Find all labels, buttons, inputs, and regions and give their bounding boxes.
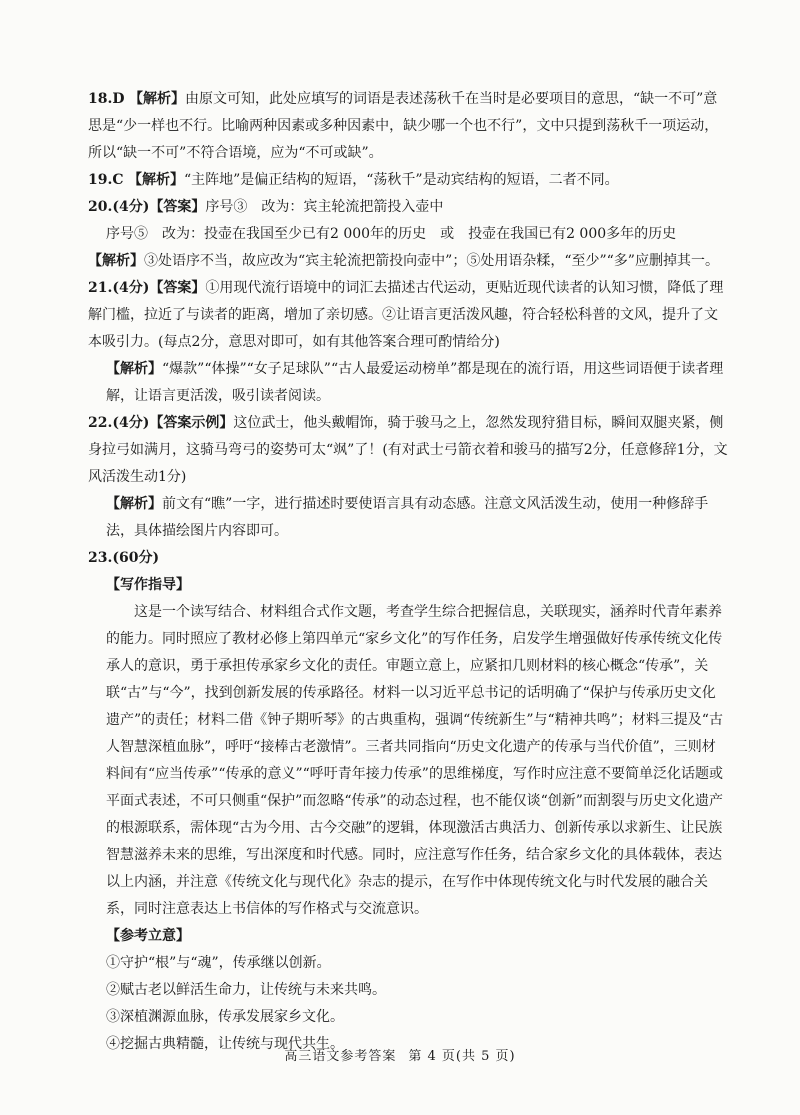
answer-label: 【答案】 bbox=[149, 280, 206, 296]
footer-page-number: 第 4 页(共 5 页) bbox=[408, 1049, 516, 1064]
answer-20-line-2: 序号⑤ 改为：投壶在我国至少已有2 000年的历史 或 投壶在我国已有2 000多年的历史 bbox=[106, 226, 677, 242]
answer-21 bbox=[88, 275, 728, 356]
analysis-text: 由原文可知，此处应填写的词语是表述荡秋千在当时是必要项目的意思，“缺一不可”意思是“少一样也不行。比喻两种因素或多种因素中，缺少哪一个也不行”，文中只提到荡秋千一项运动，所以“缺一不可”不符合语境，应为“不可或缺”。 bbox=[88, 91, 719, 161]
answer-number: 20.(4分) bbox=[88, 199, 150, 215]
analysis-label: 【解析】 bbox=[128, 91, 185, 107]
reference-idea: ③深植渊源血脉，传承发展家乡文化。 bbox=[106, 1009, 344, 1025]
answer-page bbox=[88, 86, 728, 1058]
reference-ideas-label: 【参考立意】 bbox=[106, 928, 190, 944]
answer-number: 21.(4分) bbox=[88, 280, 150, 296]
answer-text: ①用现代流行语境中的词汇去描述古代运动，更贴近现代读者的认知习惯，降低了理解门槛，拉近了与读者的距离，增加了亲切感。②让语言更活泼风趣，符合轻松科普的文风，提升了文本吸引力。(每点2分，意思对即可，如有其他答案合理可酌情给分) bbox=[88, 280, 724, 350]
answer-22-analysis bbox=[88, 491, 728, 545]
answer-18 bbox=[88, 86, 728, 167]
footer-title: 高三语文参考答案 bbox=[284, 1049, 397, 1064]
answer-22 bbox=[88, 410, 728, 491]
answer-21-analysis bbox=[88, 356, 728, 410]
answer-number: 18.D bbox=[88, 91, 125, 107]
answer-20-analysis bbox=[88, 248, 728, 275]
writing-guide-text: 这是一个读写结合、材料组合式作文题，考查学生综合把握信息，关联现实，涵养时代青年素养的能力。同时照应了教材必修上第四单元“家乡文化”的写作任务，启发学生增强做好传承传统文化传承人的意识，勇于承担传承家乡文化的责任。审题立意上，应紧扣几则材料的核心概念“传承”，关联“古”与“今”，找到创新发展的传承路径。材料一以习近平总书记的话明确了“保护与传承历史文化遗产”的责任；材料二借《钟子期听琴》的古典重构，强调“传统新生”与“精神共鸣”；材料三提及“古人智慧深植血脉”，呼吁“接棒古老激情”。三者共同指向“历史文化遗产的传承与当代价值”，三则材料间有“应当传承”“传承的意义”“呼吁青年接力传承”的思维梯度，写作时应注意不要简单泛化话题或平面式表述，不可只侧重“保护”而忽略“传承”的动态过程，也不能仅谈“创新”而割裂与历史文化遗产的根源联系，需体现“古为今用、古今交融”的逻辑，体现激活古典活力、创新传承以求新生、让民族智慧滋养未来的思维，写出深度和时代感。同时，应注意写作任务，结合家乡文化的具体载体，表达以上内涵，并注意《传统文化与现代化》杂志的提示，在写作中体现传统文化与时代发展的融合关系，同时注意表达上书信体的写作格式与交流意识。 bbox=[106, 604, 723, 917]
reference-idea: ④挖掘古典精髓，让传统与现代共生。 bbox=[106, 1036, 344, 1052]
analysis-text: 前文有“瞧”一字，进行描述时要使语言具有动态感。注意文风活泼生动，使用一种修辞手法，具体描绘图片内容即可。 bbox=[106, 496, 709, 539]
analysis-text: “爆款”“体操”“女子足球队”“古人最爱运动榜单”都是现在的流行语，用这些词语便于读者理解，让语言更活泼，吸引读者阅读。 bbox=[106, 361, 724, 404]
answer-text: 这位武士，他头戴帽饰，骑于骏马之上，忽然发现狩猎目标，瞬间双腿夹紧，侧身拉弓如满月，这骑马弯弓的姿势可太“飒”了！(有对武士弓箭衣着和骏马的描写2分，任意修辞1分，文风活泼生动1分) bbox=[88, 415, 728, 485]
analysis-text: ③处语序不当，故应改为“宾主轮流把箭投向壶中”；⑤处用语杂糅，“至少”“多”应删掉其一。 bbox=[144, 253, 719, 269]
reference-idea: ①守护“根”与“魂”，传承继以创新。 bbox=[106, 955, 331, 971]
answer-23-number: 23.(60分) bbox=[88, 550, 160, 566]
answer-number: 22.(4分) bbox=[88, 415, 150, 431]
answer-line-1: 序号③ 改为：宾主轮流把箭投入壶中 bbox=[205, 199, 444, 215]
answer-19 bbox=[88, 167, 728, 194]
analysis-label: 【解析】 bbox=[106, 361, 162, 377]
answer-label: 【答案】 bbox=[149, 199, 206, 215]
analysis-label: 【解析】 bbox=[88, 253, 144, 269]
analysis-text: “主阵地”是偏正结构的短语，“荡秋千”是动宾结构的短语，二者不同。 bbox=[183, 172, 619, 188]
analysis-label: 【解析】 bbox=[106, 496, 162, 512]
answer-number: 19.C bbox=[88, 172, 124, 188]
writing-guide-label: 【写作指导】 bbox=[106, 577, 190, 593]
reference-idea: ②赋古老以鲜活生命力，让传统与未来共鸣。 bbox=[106, 982, 386, 998]
page-footer bbox=[0, 1043, 800, 1070]
answer-20 bbox=[88, 194, 728, 221]
analysis-label: 【解析】 bbox=[127, 172, 184, 188]
answer-label: 【答案示例】 bbox=[149, 415, 234, 431]
